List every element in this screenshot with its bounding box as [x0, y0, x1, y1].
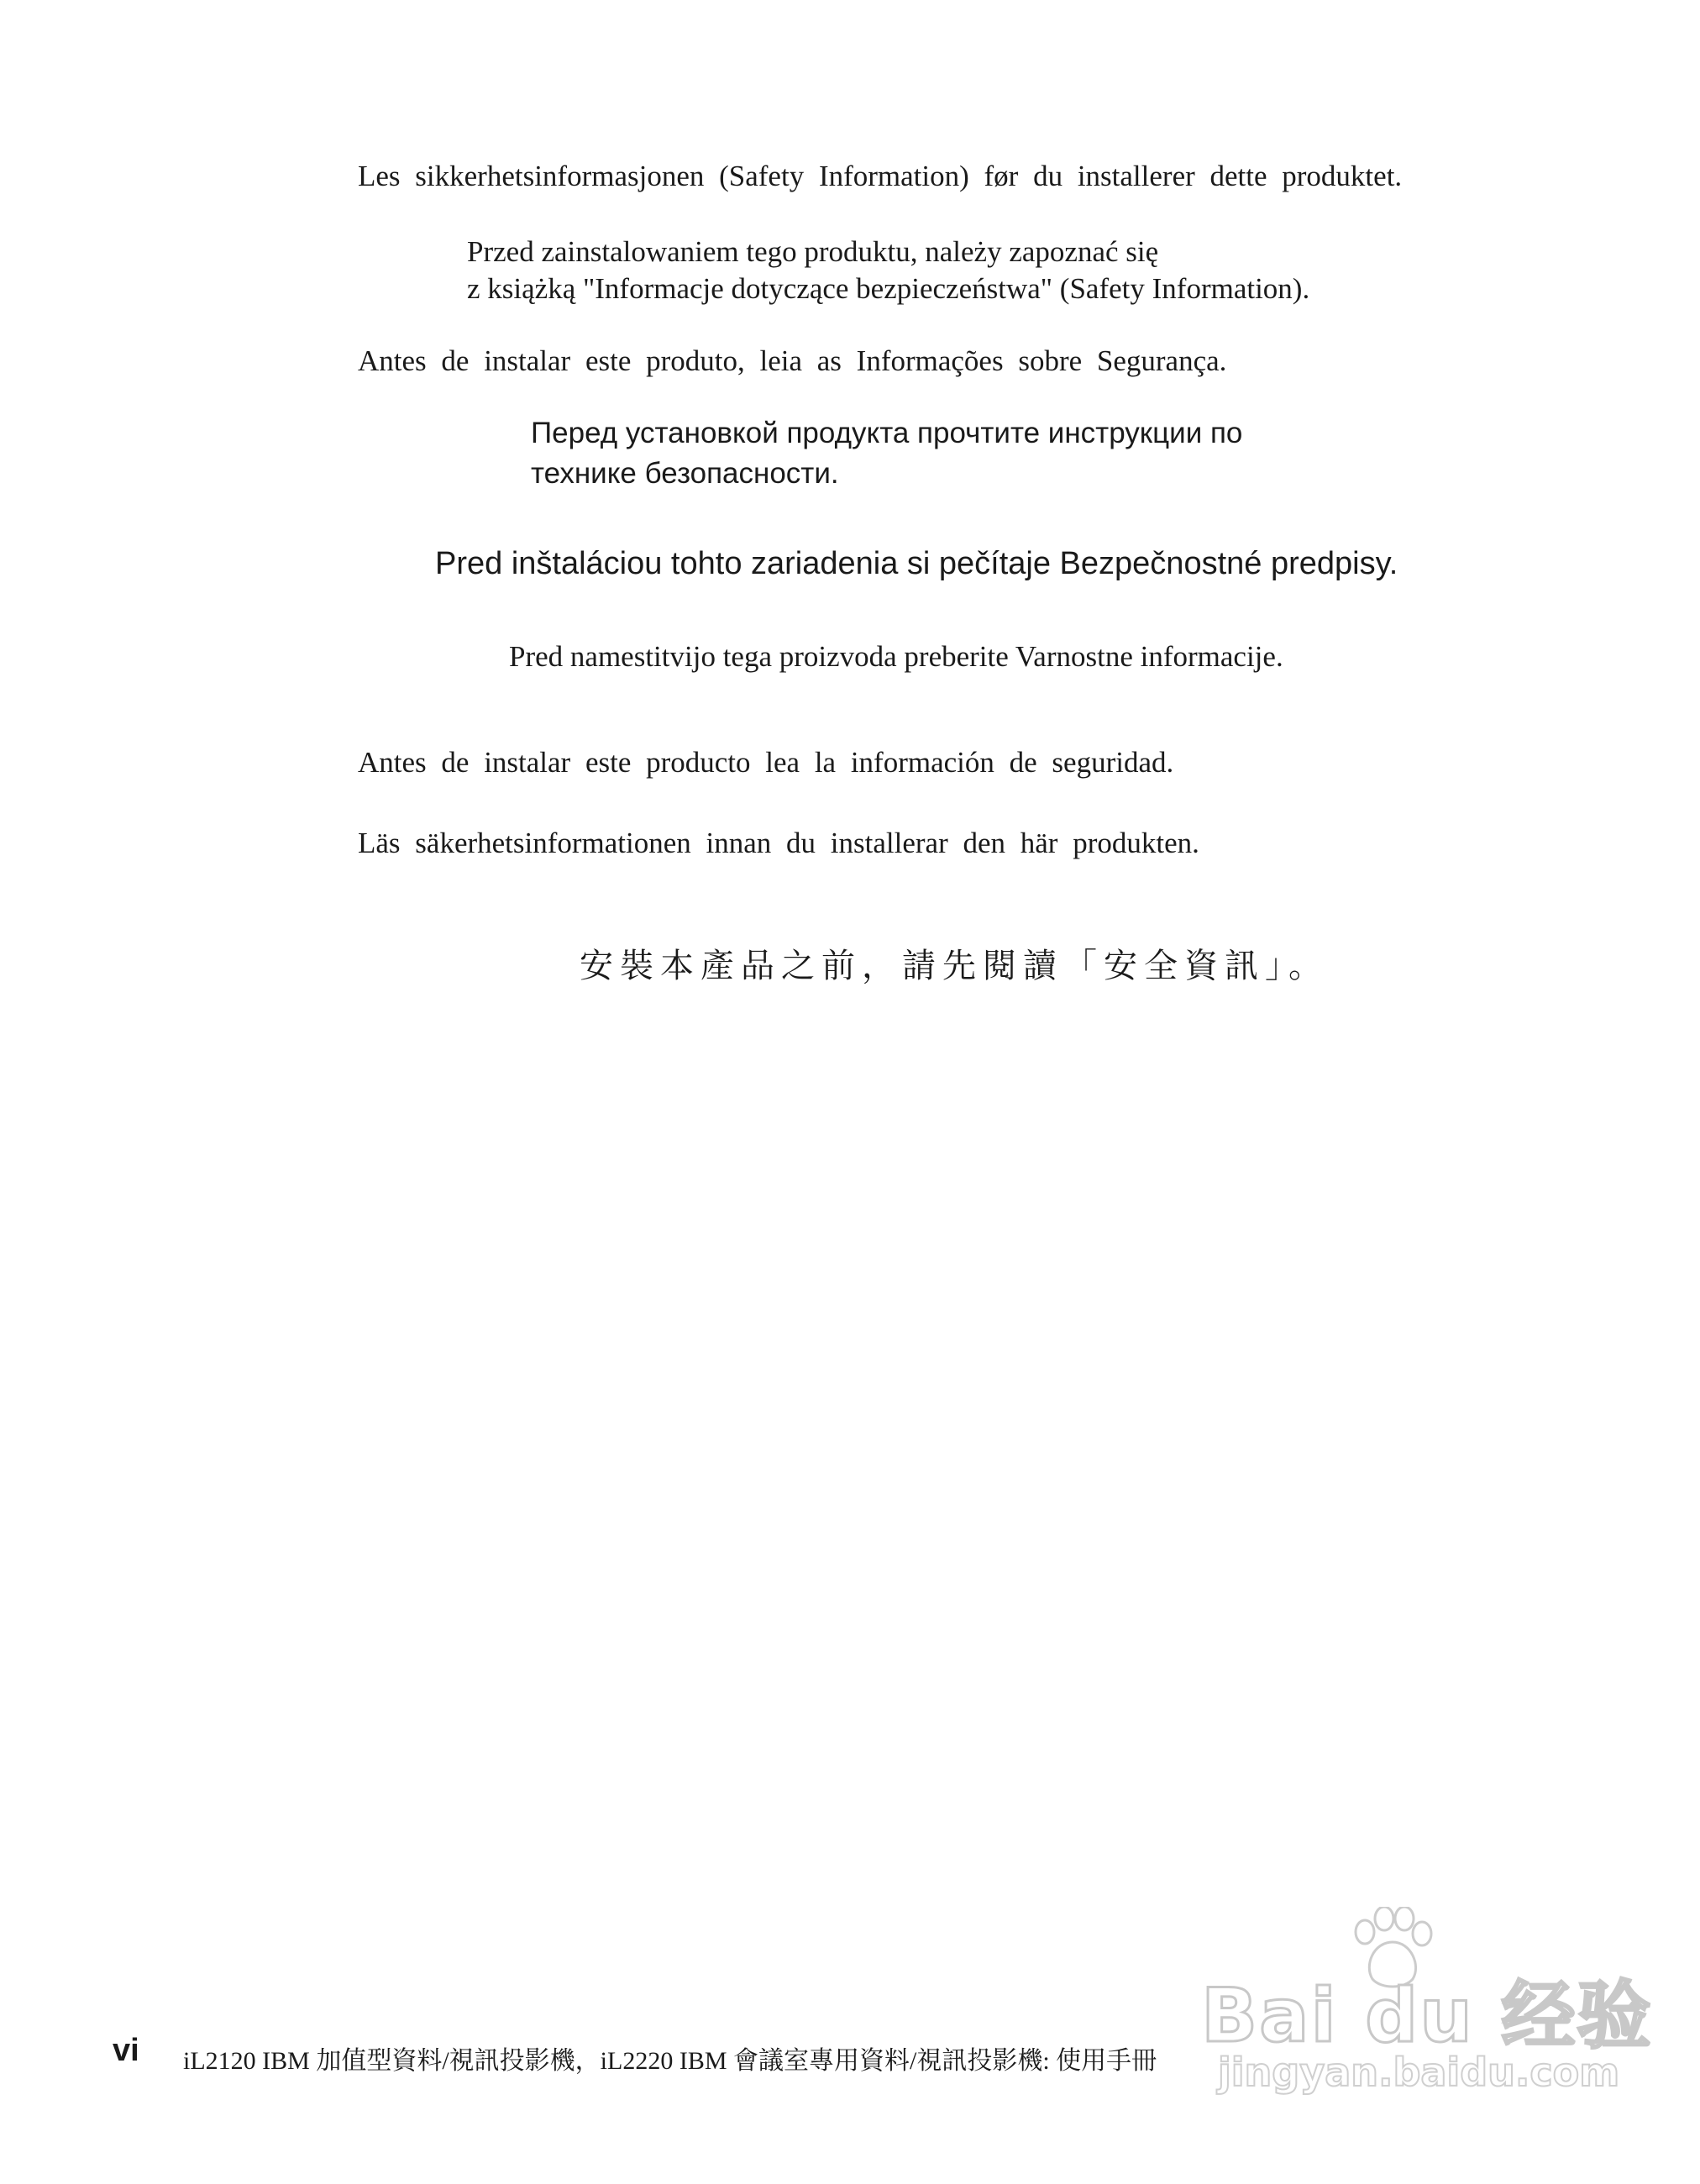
paragraph-polish-line-2: z książką "Informacje dotyczące bezpieczeństwa" (Safety Information). [467, 272, 1310, 305]
paragraph-slovenian: Pred namestitvijo tega proizvoda preberite Varnostne informacije. [509, 640, 1283, 673]
page-number: vi [113, 2033, 139, 2068]
watermark-brand: Bai du 经验 [1201, 1972, 1653, 2059]
paragraph-chinese: 安裝本產品之前，請先閱讀「安全資訊」。 [580, 947, 1329, 985]
paragraph-russian-line-2: технике безопасности. [531, 457, 839, 490]
paragraph-norwegian: Les sikkerhetsinformasjonen (Safety Information) før du installerer dette produktet. [358, 160, 1403, 192]
paragraph-portuguese: Antes de instalar este produto, leia as Informações sobre Segurança. [358, 344, 1227, 377]
paragraph-polish-line-1: Przed zainstalowaniem tego produktu, należy zapoznać się [467, 235, 1159, 268]
footer-title: iL2120 IBM 加值型資料/視訊投影機，iL2220 IBM 會議室專用資料/視訊投影機: 使用手冊 [183, 2047, 1157, 2075]
paragraph-russian-line-1: Перед установкой продукта прочтите инструкции по [531, 417, 1243, 449]
watermark-url: jingyan.baidu.com [1218, 2050, 1620, 2095]
paragraph-spanish: Antes de instalar este producto lea la información de seguridad. [358, 746, 1174, 779]
paragraph-swedish: Läs säkerhetsinformationen innan du installerar den här produkten. [358, 827, 1199, 859]
baidu-watermark [1201, 1907, 1653, 2095]
paragraph-slovak: Pred inštaláciou tohto zariadenia si pečítaje Bezpečnostné predpisy. [435, 546, 1398, 581]
